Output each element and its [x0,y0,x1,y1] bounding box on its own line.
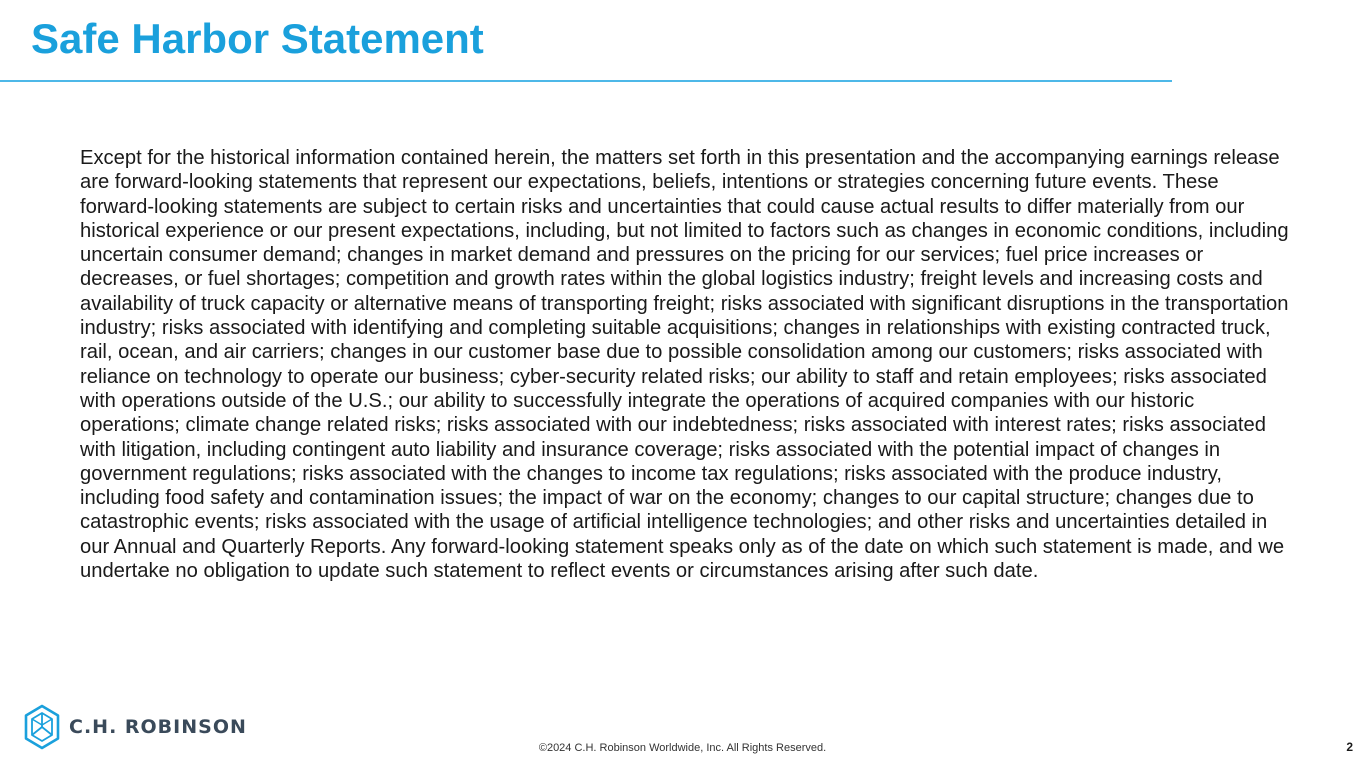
copyright-text: ©2024 C.H. Robinson Worldwide, Inc. All Rights Reserved. [538,742,827,754]
logo-wordmark: C.H. ROBINSON [69,716,247,738]
page-number: 2 [1346,740,1353,754]
title-divider [0,80,1172,82]
copyright-footer [0,742,1365,754]
safe-harbor-statement-text: Except for the historical information contained herein, the matters set forth in this presentation and the accompanying earnings release are forward-looking statements that represent our expectations, beliefs, intentions or strategies concerning future events. These forward-looking statements are subject to certain risks and uncertainties that could cause actual results to differ materially from our historical experience or our present expectations, including, but not limited to factors such as changes in economic conditions, including uncertain consumer demand; changes in market demand and pressures on the pricing for our services; fuel price increases or decreases, or fuel shortages; competition and growth rates within the global logistics industry; freight levels and increasing costs and availability of truck capacity or alternative means of transporting freight; risks associated with significant disruptions in the transportation industry; risks associated with identifying and completing suitable acquisitions; changes in relationships with existing contracted truck, rail, ocean, and air carriers; changes in our customer base due to possible consolidation among our customers; risks associated with reliance on technology to operate our business; cyber-security related risks; our ability to staff and retain employees; risks associated with operations outside of the U.S.; our ability to successfully integrate the operations of acquired companies with our historic operations; climate change related risks; risks associated with our indebtedness; risks associated with interest rates; risks associated with litigation, including contingent auto liability and insurance coverage; risks associated with the potential impact of changes in government regulations; risks associated with the changes to income tax regulations; risks associated with the produce industry, including food safety and contamination issues; the impact of war on the economy; changes to our capital structure; changes due to catastrophic events; risks associated with the usage of artificial intelligence technologies; and other risks and uncertainties detailed in our Annual and Quarterly Reports. Any forward-looking statement speaks only as of the date on which such statement is made, and we undertake no obligation to update such statement to reflect events or circumstances arising after such date. [80,147,1289,583]
page-title: Safe Harbor Statement [31,15,484,62]
